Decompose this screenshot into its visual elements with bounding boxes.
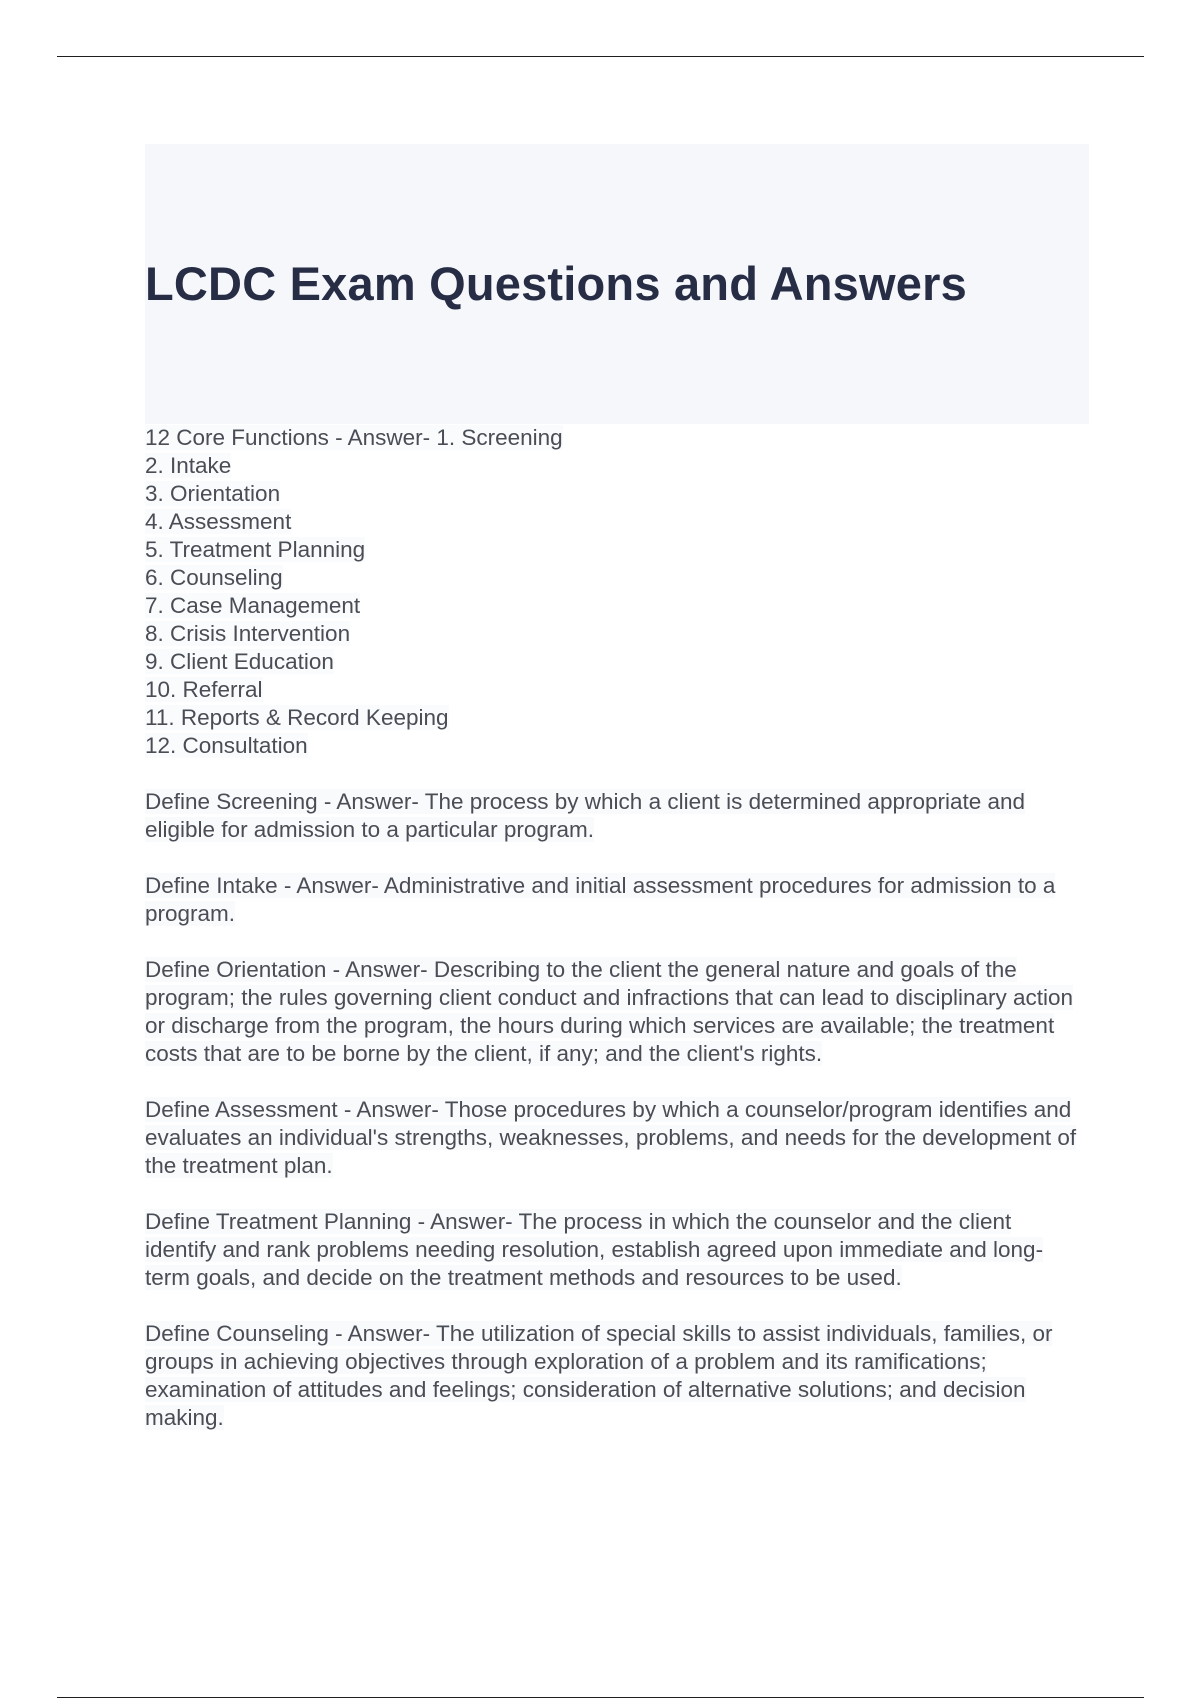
qa-define-intake: Define Intake - Answer- Administrative and initial assessment procedures for admission to a program. [145, 873, 1056, 926]
qa-define-assessment: Define Assessment - Answer- Those procedures by which a counselor/program identifies and evaluates an individual's strengths, weaknesses, problems, and needs for the development of the treatment plan. [145, 1097, 1077, 1178]
qa-define-orientation: Define Orientation - Answer- Describing to the client the general nature and goals of the program; the rules governing client conduct and infractions that can lead to disciplinary action or discharge from the program, the hours during which services are available; the treatment costs that are to be borne by the client, if any; and the client's rights. [145, 957, 1074, 1066]
core-functions-list [145, 424, 1085, 760]
list-item: 5. Treatment Planning [145, 537, 366, 562]
list-item: 3. Orientation [145, 481, 281, 506]
list-item: 9. Client Education [145, 649, 334, 674]
list-item: 6. Counseling [145, 565, 283, 590]
qa-define-screening: Define Screening - Answer- The process by which a client is determined appropriate and eligible for admission to a particular program. [145, 789, 1026, 842]
qa-define-treatment-planning: Define Treatment Planning - Answer- The process in which the counselor and the client identify and rank problems needing resolution, establish agreed upon immediate and long-term goals, and decide on the treatment methods and resources to be used. [145, 1209, 1044, 1290]
list-item: 10. Referral [145, 677, 263, 702]
list-item: 12 Core Functions - Answer- 1. Screening [145, 425, 563, 450]
list-item: 12. Consultation [145, 733, 308, 758]
list-item: 11. Reports & Record Keeping [145, 705, 449, 730]
list-item: 4. Assessment [145, 509, 292, 534]
document-body [145, 424, 1085, 1432]
list-item: 2. Intake [145, 453, 232, 478]
top-rule [57, 56, 1144, 57]
bottom-rule [57, 1697, 1144, 1698]
qa-define-counseling: Define Counseling - Answer- The utilization of special skills to assist individuals, families, or groups in achieving objectives through exploration of a problem and its ramifications; examination of attitudes and feelings; consideration of alternative solutions; and decision making. [145, 1321, 1053, 1430]
list-item: 7. Case Management [145, 593, 361, 618]
page-title: LCDC Exam Questions and Answers [145, 257, 967, 310]
list-item: 8. Crisis Intervention [145, 621, 351, 646]
